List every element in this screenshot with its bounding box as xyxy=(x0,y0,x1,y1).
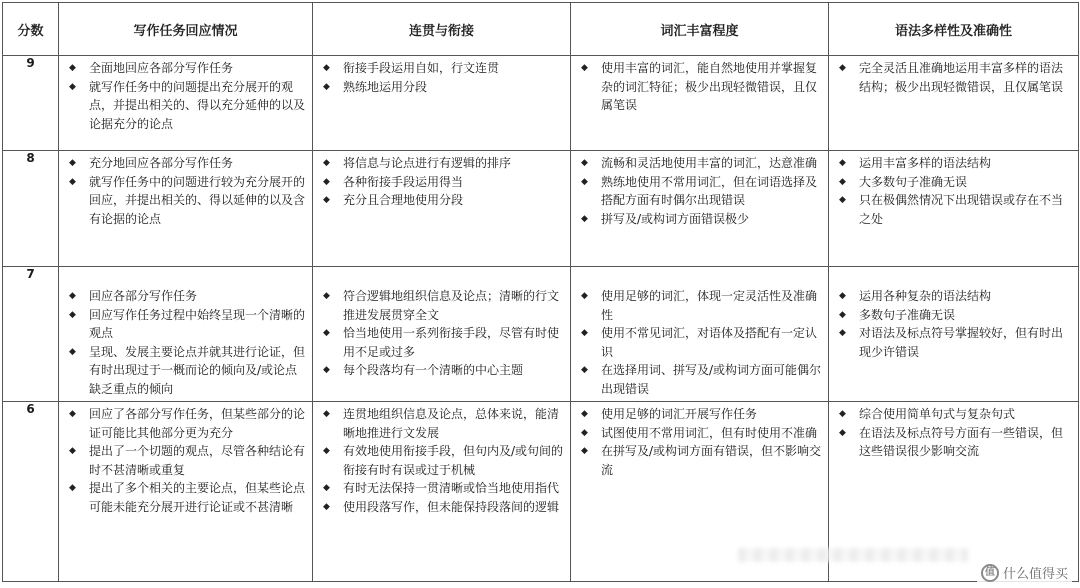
coherence-cell xyxy=(313,56,571,151)
list-item: ◆ 回应各部分写作任务 xyxy=(69,287,306,306)
list-item: ◆ 熟练地运用分段 xyxy=(323,78,564,97)
list-item: ◆ 大多数句子准确无误 xyxy=(839,173,1072,192)
list-item: ◆ 就写作任务中的问题进行较为充分展开的回应，并提出相关的、得以延伸的以及含有论据的论点 xyxy=(69,173,306,229)
list-item: ◆ 有效地使用衔接手段，但句内及/或句间的衔接有时有误或过于机械 xyxy=(323,442,564,479)
list-item: ◆ 连贯地组织信息及论点，总体来说，能清晰地推进行文发展 xyxy=(323,405,564,442)
list-item: ◆ 提出了一个切题的观点，尽管各种结论有时不甚清晰或重复 xyxy=(69,442,306,479)
list-item: ◆ 使用足够的词汇开展写作任务 xyxy=(581,405,822,424)
task-response-cell xyxy=(59,56,313,151)
list-item: ◆ 在拼写及/或构词方面有错误，但不影响交流 xyxy=(581,442,822,479)
grammar-cell xyxy=(829,56,1079,151)
list-item: ◆ 充分地回应各部分写作任务 xyxy=(69,154,306,173)
list-item: ◆ 使用丰富的词汇，能自然地使用并掌握复杂的词汇特征；极少出现轻微错误，且仅属笔误 xyxy=(581,59,822,115)
list-item: ◆ 运用丰富多样的语法结构 xyxy=(839,154,1072,173)
header-grammar: 语法多样性及准确性 xyxy=(829,3,1079,56)
list-item: ◆ 就写作任务中的问题提出充分展开的观点，并提出相关的、得以充分延伸的以及论据充分的论点 xyxy=(69,78,306,134)
lexical-cell xyxy=(571,56,829,151)
header-task-response: 写作任务回应情况 xyxy=(59,3,313,56)
blurred-overlay xyxy=(738,548,968,562)
lexical-cell xyxy=(571,151,829,267)
list-item: ◆ 流畅和灵活地使用丰富的词汇，达意准确 xyxy=(581,154,822,173)
list-item: ◆ 使用足够的词汇，体现一定灵活性及准确性 xyxy=(581,287,822,324)
list-item: ◆ 将信息与论点进行有逻辑的排序 xyxy=(323,154,564,173)
list-item: ◆ 提出了多个相关的主要论点，但某些论点可能未能充分展开进行论证或不甚清晰 xyxy=(69,479,306,516)
score-cell: 8 xyxy=(3,151,59,267)
list-item: ◆ 各种衔接手段运用得当 xyxy=(323,173,564,192)
list-item: ◆ 试图使用不常用词汇，但有时使用不准确 xyxy=(581,424,822,443)
lexical-cell xyxy=(571,267,829,402)
header-lexical-resource: 词汇丰富程度 xyxy=(571,3,829,56)
score-cell: 6 xyxy=(3,402,59,582)
watermark-logo-icon: 值 xyxy=(981,564,999,582)
task-response-cell xyxy=(59,151,313,267)
coherence-cell xyxy=(313,151,571,267)
list-item: ◆ 充分且合理地使用分段 xyxy=(323,191,564,210)
header-row xyxy=(3,3,1079,56)
list-item: ◆ 完全灵活且准确地运用丰富多样的语法结构；极少出现轻微错误，且仅属笔误 xyxy=(839,59,1072,96)
list-item: ◆ 运用各种复杂的语法结构 xyxy=(839,287,1072,306)
table-row-band-8 xyxy=(3,151,1079,267)
table-row-band-9 xyxy=(3,56,1079,151)
grammar-cell xyxy=(829,267,1079,402)
list-item: ◆ 在选择用词、拼写及/或构词方面可能偶尔出现错误 xyxy=(581,361,822,398)
list-item: ◆ 回应写作任务过程中始终呈现一个清晰的观点 xyxy=(69,306,306,343)
list-item: ◆ 符合逻辑地组织信息及论点；清晰的行文推进发展贯穿全文 xyxy=(323,287,564,324)
list-item: ◆ 回应了各部分写作任务，但某些部分的论证可能比其他部分更为充分 xyxy=(69,405,306,442)
list-item: ◆ 有时无法保持一贯清晰或恰当地使用指代 xyxy=(323,479,564,498)
ielts-writing-rubric-table xyxy=(2,2,1079,582)
list-item: ◆ 对语法及标点符号掌握较好，但有时出现少许错误 xyxy=(839,324,1072,361)
score-cell: 9 xyxy=(3,56,59,151)
header-score: 分数 xyxy=(3,3,59,56)
list-item: ◆ 熟练地使用不常用词汇，但在词语选择及搭配方面有时偶尔出现错误 xyxy=(581,173,822,210)
task-response-cell xyxy=(59,402,313,582)
list-item: ◆ 多数句子准确无误 xyxy=(839,306,1072,325)
list-item: ◆ 使用段落写作，但未能保持段落间的逻辑 xyxy=(323,498,564,517)
list-item: ◆ 每个段落均有一个清晰的中心主题 xyxy=(323,361,564,380)
score-cell: 7 xyxy=(3,267,59,402)
table-row-band-7 xyxy=(3,267,1079,402)
list-item: ◆ 在语法及标点符号方面有一些错误，但这些错误很少影响交流 xyxy=(839,424,1072,461)
list-item: ◆ 使用不常见词汇，对语体及搭配有一定认识 xyxy=(581,324,822,361)
coherence-cell xyxy=(313,267,571,402)
list-item: ◆ 衔接手段运用自如，行文连贯 xyxy=(323,59,564,78)
list-item: ◆ 呈现、发展主要论点并就其进行论证，但有时出现过于一概而论的倾向及/或论点缺乏重点的倾向 xyxy=(69,343,306,399)
list-item: ◆ 只在极偶然情况下出现错误或存在不当之处 xyxy=(839,191,1072,228)
coherence-cell xyxy=(313,402,571,582)
list-item: ◆ 恰当地使用一系列衔接手段，尽管有时使用不足或过多 xyxy=(323,324,564,361)
header-coherence-cohesion: 连贯与衔接 xyxy=(313,3,571,56)
grammar-cell xyxy=(829,151,1079,267)
list-item: ◆ 拼写及/或构词方面错误极少 xyxy=(581,210,822,229)
watermark xyxy=(977,561,1072,584)
list-item: ◆ 综合使用简单句式与复杂句式 xyxy=(839,405,1072,424)
watermark-text: 什么值得买 xyxy=(1002,567,1068,582)
list-item: ◆ 全面地回应各部分写作任务 xyxy=(69,59,306,78)
task-response-cell xyxy=(59,267,313,402)
